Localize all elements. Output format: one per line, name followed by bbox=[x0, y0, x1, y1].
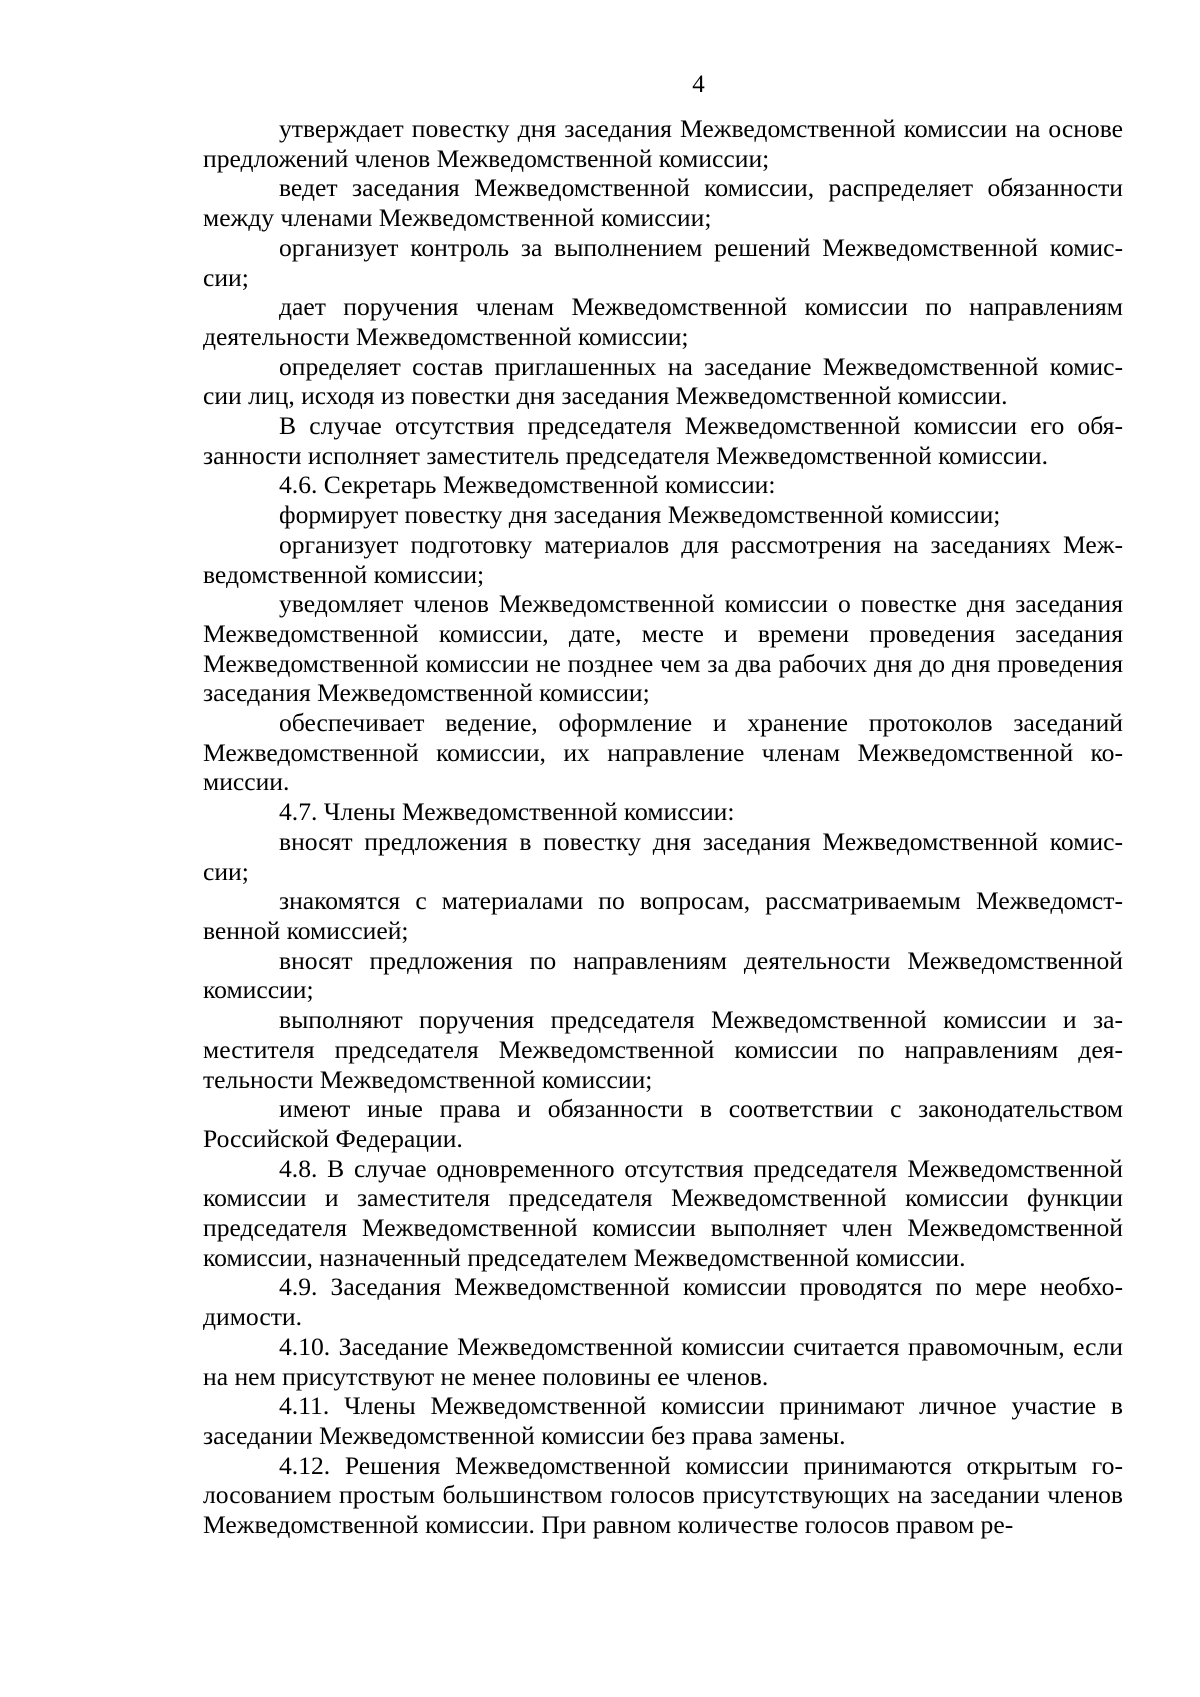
paragraph: ведет заседания Межведомственной комиссии, распределяет обязанности между членами Межведомственной комиссии; bbox=[203, 173, 1123, 233]
paragraph: формирует повестку дня заседания Межведомственной комиссии; bbox=[279, 500, 1001, 530]
paragraph: уведомляет членов Межведомственной комиссии о повестке дня заседания Межведомственной комиссии, дате, месте и времени проведения заседания Межведомственной комиссии не позднее чем за два рабочих дня до дня проведения заседания Межведомственной комиссии; bbox=[203, 589, 1123, 708]
paragraph: дает поручения членам Межведомственной комиссии по направлениям деятельности Межведомственной комиссии; bbox=[203, 292, 1123, 351]
paragraph: определяет состав приглашенных на заседание Межведомственной комиссии лиц, исходя из повестки дня заседания Межведомственной комиссии. bbox=[203, 351, 1123, 411]
section-heading: 4.7. Члены Межведомственной комиссии: bbox=[279, 797, 735, 827]
clause-paragraph: 4.12. Решения Межведомственной комиссии принимаются открытым голосованием простым большинством голосов присутствующих на заседании членов Межведомственной комиссии. При равном количестве голосов правом ре- bbox=[203, 1450, 1123, 1540]
paragraph: знакомятся с материалами по вопросам, рассматриваемым Межведомственной комиссией; bbox=[203, 886, 1123, 945]
clause-paragraph: 4.8. В случае одновременного отсутствия председателя Межведомственной комиссии и заместителя председателя Межведомственной комиссии функции председателя Межведомственной комиссии выполняет член Межведомственной комиссии, назначенный председателем Межведомственной комиссии. bbox=[203, 1153, 1123, 1272]
paragraph: вносят предложения в повестку дня заседания Межведомственной комиссии; bbox=[203, 826, 1123, 886]
clause-paragraph: 4.9. Заседания Межведомственной комиссии проводятся по мере необходимости. bbox=[203, 1272, 1123, 1332]
document-body bbox=[203, 114, 1123, 1540]
paragraph: организует подготовку материалов для рассмотрения на заседаниях Межведомственной комиссии; bbox=[203, 529, 1123, 589]
paragraph: утверждает повестку дня заседания Межведомственной комиссии на основе предложений членов Межведомственной комиссии; bbox=[203, 114, 1123, 173]
paragraph: В случае отсутствия председателя Межведомственной комиссии его обязанности исполняет заместитель председателя Межведомственной комиссии. bbox=[203, 411, 1123, 470]
paragraph: обеспечивает ведение, оформление и хранение протоколов заседаний Межведомственной комиссии, их направление членам Межведомственной комиссии. bbox=[203, 708, 1123, 797]
clause-paragraph: 4.11. Члены Межведомственной комиссии принимают личное участие в заседании Межведомственной комиссии без права замены. bbox=[203, 1391, 1123, 1450]
paragraph: организует контроль за выполнением решений Межведомственной комиссии; bbox=[203, 232, 1123, 292]
page-number: 4 bbox=[692, 71, 705, 98]
clause-paragraph: 4.10. Заседание Межведомственной комиссии считается правомочным, если на нем присутствуют не менее половины ее членов. bbox=[203, 1331, 1123, 1391]
paragraph: имеют иные права и обязанности в соответствии с законодательством Российской Федерации. bbox=[203, 1094, 1123, 1153]
paragraph: выполняют поручения председателя Межведомственной комиссии и заместителя председателя Межведомственной комиссии по направлениям деятельности Межведомственной комиссии; bbox=[203, 1005, 1123, 1094]
paragraph: вносят предложения по направлениям деятельности Межведомственной комиссии; bbox=[203, 945, 1123, 1005]
section-heading: 4.6. Секретарь Межведомственной комиссии: bbox=[279, 470, 776, 500]
